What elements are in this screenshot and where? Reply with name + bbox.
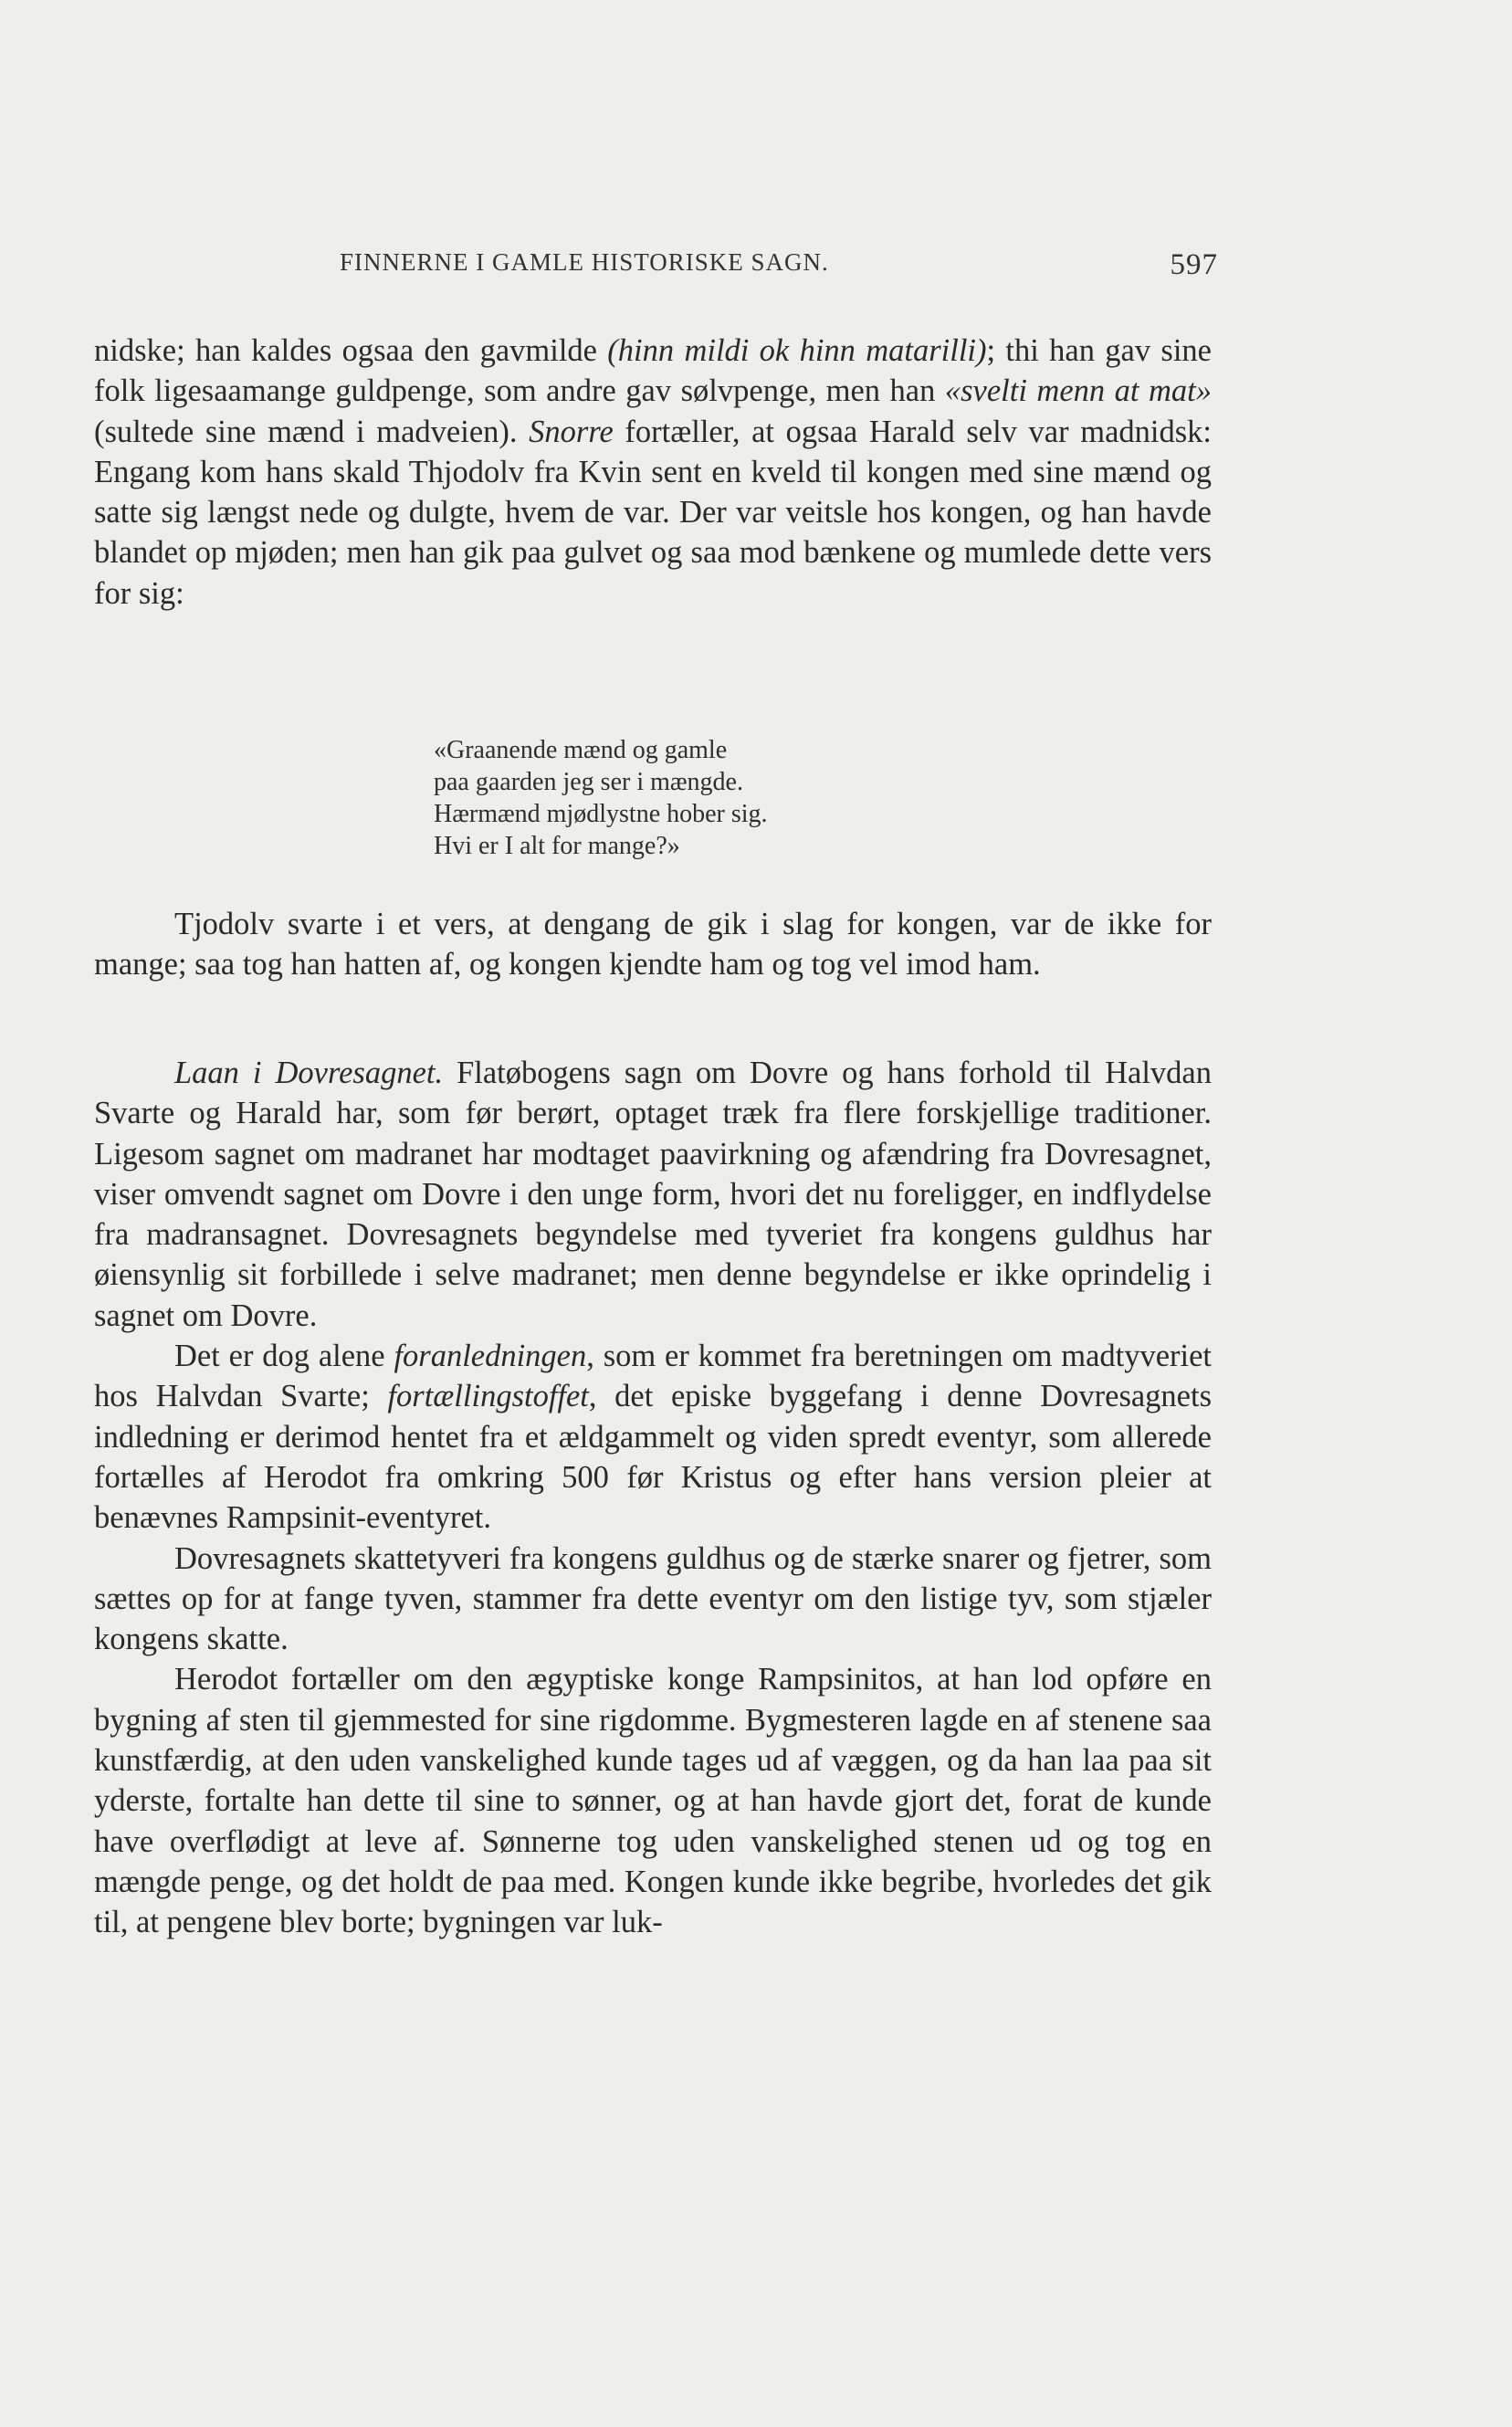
section-heading: Laan i Dovresagnet.	[174, 1056, 444, 1090]
paragraph-block-3	[94, 1053, 1212, 1943]
verse-quote	[434, 734, 768, 862]
verse-line: paa gaarden jeg ser i mængde.	[434, 768, 743, 796]
page-number: 597	[1170, 248, 1218, 281]
paragraph: Laan i Dovresagnet. Flatøbogens sagn om Dovre og hans forhold til Halvdan Svarte og Harald har, som før berørt, optaget træk fra flere forskjellige traditioner. Ligesom sagnet om madranet har modtaget paavirkning og afændring fra Dovresagnet, viser omvendt sagnet om Dovre i den unge form, hvori det nu foreligger, en indflydelse fra madransagnet. Dovresagnets begyndelse med tyveriet fra kongens guldhus har øiensynlig sit forbillede i selve madranet; men denne begyndelse er ikke oprindelig i sagnet om Dovre.	[94, 1056, 1212, 1333]
verse-line: Hærmænd mjødlystne hober sig.	[434, 800, 768, 828]
paragraph: Herodot fortæller om den ægyptiske konge Rampsinitos, at han lod opføre en bygning af sten til gjemmested for sine rigdomme. Bygmesteren lagde en af stenene saa kunstfærdig, at den uden vanskelighed kunde tages ud af væggen, og da han laa paa sit yderste, fortalte han dette til sine to sønner, og at han havde gjort det, forat de kunde have overflødigt at leve af. Sønnerne tog uden vanskelighed stenen ud og tog en mængde penge, og det holdt de paa med. Kongen kunde ikke begribe, hvorledes det gik til, at pengene blev borte; bygningen var luk-	[94, 1662, 1212, 1940]
paragraph-block-1	[94, 331, 1212, 614]
italic-phrase: fortællingstoffet	[387, 1379, 589, 1414]
verse-line: Hvi er I alt for mange?»	[434, 832, 680, 860]
paragraph-block-2	[94, 904, 1212, 985]
italic-phrase: foranledningen	[394, 1339, 587, 1374]
header-title: FINNERNE I GAMLE HISTORISKE SAGN.	[340, 248, 829, 276]
verse-line: «Graanende mænd og gamle	[434, 736, 728, 764]
paragraph: Tjodolv svarte i et vers, at dengang de gik i slag for kongen, var de ikke for mange; saa tog han hatten af, og kongen kjendte ham og tog vel imod ham.	[94, 907, 1212, 982]
italic-name: Snorre	[529, 414, 614, 449]
paragraph: Det er dog alene foranledningen, som er kommet fra beretningen om madtyveriet hos Halvdan Svarte; fortællingstoffet, det episke byggefang i denne Dovresagnets indledning er derimod hentet fra et ældgammelt og viden spredt eventyr, som allerede fortælles af Herodot fra omkring 500 før Kristus og efter hans version pleier at benævnes Rampsinit-eventyret.	[94, 1339, 1213, 1536]
italic-phrase: (hinn mildi ok hinn matarilli)	[607, 333, 987, 368]
paragraph: Dovresagnets skattetyveri fra kongens guldhus og de stærke snarer og fjetrer, som sættes op for at fange tyven, stammer fra dette eventyr om den listige tyv, som stjæler kongens skatte.	[94, 1540, 1212, 1657]
italic-phrase: «svelti menn at mat»	[944, 373, 1212, 409]
paragraph: nidske; han kaldes ogsaa den gavmilde (hinn mildi ok hinn matarilli); thi han gav sine folk ligesaamange guldpenge, som andre gav sølvpenge, men han «svelti menn at mat» (sultede sine mænd i madveien). Snorre fortæller, at ogsaa Harald selv var madnidsk: Engang kom hans skald Thjodolv fra Kvin sent en kveld til kongen med sine mænd og satte sig længst nede og dulgte, hvem de var. Der var veitsle hos kongen, og han havde blandet op mjøden; men han gik paa gulvet og saa mod bænkene og mumlede dette vers for sig:	[94, 333, 1212, 611]
